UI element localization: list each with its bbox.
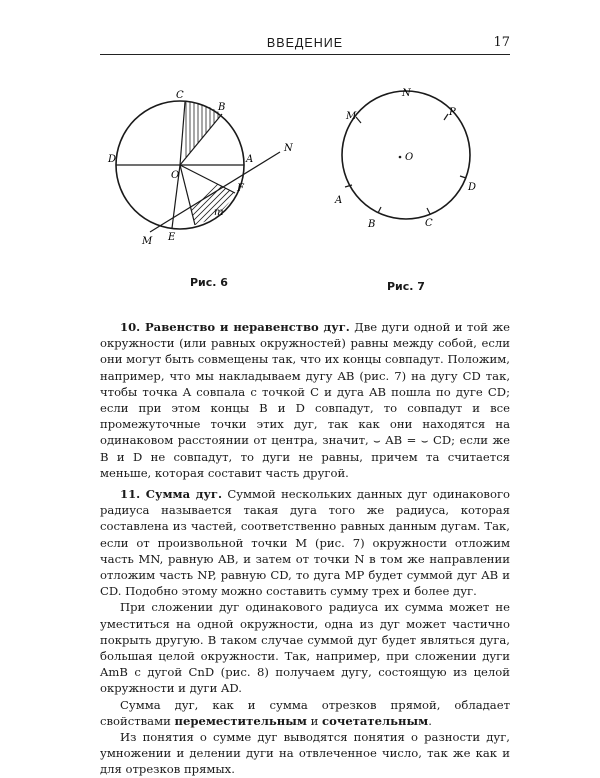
properties-end: . — [428, 713, 432, 728]
paragraph-difference: Из понятия о сумме дуг выводятся понятия о разности дуг, умножении и делении дуги на отвлеченное число, так же как и для отрезков прямых. — [100, 730, 510, 777]
radius-of — [180, 165, 235, 193]
fig7-label-o: O — [405, 152, 414, 163]
tick-d — [460, 176, 466, 178]
fig7-label-n: N — [402, 88, 411, 99]
section-11-body: Суммой нескольких данных дуг одинакового радиуса называется такая дуга того же радиуса, которая составлена из частей, соответственно равных данным дугам. Так, если от произвольной точки M (рис. 7) окружности отложим часть MN, равную AB, и затем от точки N в том же направлении отложим часть NP, равную CD, то дуга MP будет суммой дуг AB и CD. Подобно этому можно составить сумму трех и более дуг. — [100, 487, 510, 599]
figure-6-caption: Рис. 6 — [190, 276, 228, 289]
secant-mn — [150, 152, 280, 232]
properties-and: и — [310, 713, 319, 728]
figure-7-caption: Рис. 7 — [387, 280, 425, 293]
running-title: ВВЕДЕНИЕ — [266, 36, 344, 50]
radius-o-lower — [180, 165, 195, 225]
fig6-label-n: N — [284, 143, 293, 154]
page-header — [100, 34, 510, 55]
fig7-label-d: D — [468, 182, 477, 193]
section-11-title: 11. Сумма дуг. — [120, 487, 223, 502]
property-associative: сочетательным — [322, 713, 429, 728]
property-commutative: переместительным — [174, 713, 307, 728]
fig6-label-o: O — [171, 170, 180, 181]
fig7-label-m: M — [346, 111, 357, 122]
fig6-label-m-small: m — [214, 207, 224, 218]
fig7-label-b: B — [368, 219, 376, 230]
tick-m — [356, 117, 361, 123]
figure-6 — [100, 85, 310, 255]
section-10-title: 10. Равенство и неравенство дуг. — [120, 320, 350, 334]
section-10-body: Две дуги одной и той же окружности (или равных окружностей) равны между собой, если они могут быть совмещены так, что их концы совпадут. Положим, например, что мы накладываем дугу AB (рис. 7) на дугу CD так, чтобы точка A совпала с точкой C и дуга AB пошла по дуге CD; если при этом концы B и D совпадут, то совпадут и все промежуточные точки этих дуг, так как они находятся на одинаковом расстоянии от центра, значит, ⌣ AB = ⌣ CD; если же B и D не совпадут, то дуги не равны, причем та считается меньше, которая составит часть другой. — [100, 320, 511, 480]
fig6-label-e: E — [168, 232, 176, 243]
paragraph-overlap: При сложении дуг одинакового радиуса их сумма может не уместиться на одной окружности, одна из дуг может частично покрыть другую. В таком случае суммой дуг будет являться дуга, большая целой окружности. Так, например, при сложении дуги AmB с дугой CnD (рис. 8) получаем дугу, состоящую из целой окружности и дуги AD. — [100, 600, 510, 696]
fig7-label-p: P — [449, 107, 456, 118]
fig6-label-m: M — [142, 236, 153, 247]
fig7-label-c: C — [425, 218, 433, 229]
page-number: 17 — [493, 35, 510, 50]
tick-b — [378, 207, 381, 213]
paragraph-properties — [100, 697, 510, 729]
fig6-label-b: B — [218, 102, 226, 113]
fig6-label-a: A — [246, 154, 254, 165]
body-text — [100, 319, 510, 778]
center-dot — [399, 156, 402, 159]
fig7-label-a: A — [335, 195, 343, 206]
section-11 — [100, 486, 510, 599]
tick-p — [444, 114, 448, 120]
tick-c — [427, 208, 430, 214]
radius-oc — [180, 102, 185, 165]
fig6-label-d: D — [108, 154, 117, 165]
properties-text: Сумма дуг, как и сумма отрезков прямой, обладает свойствами — [100, 697, 510, 728]
section-10 — [100, 319, 510, 481]
figure-7 — [330, 85, 490, 245]
fig6-label-c: C — [176, 90, 184, 101]
fig6-label-f: F — [237, 183, 244, 194]
